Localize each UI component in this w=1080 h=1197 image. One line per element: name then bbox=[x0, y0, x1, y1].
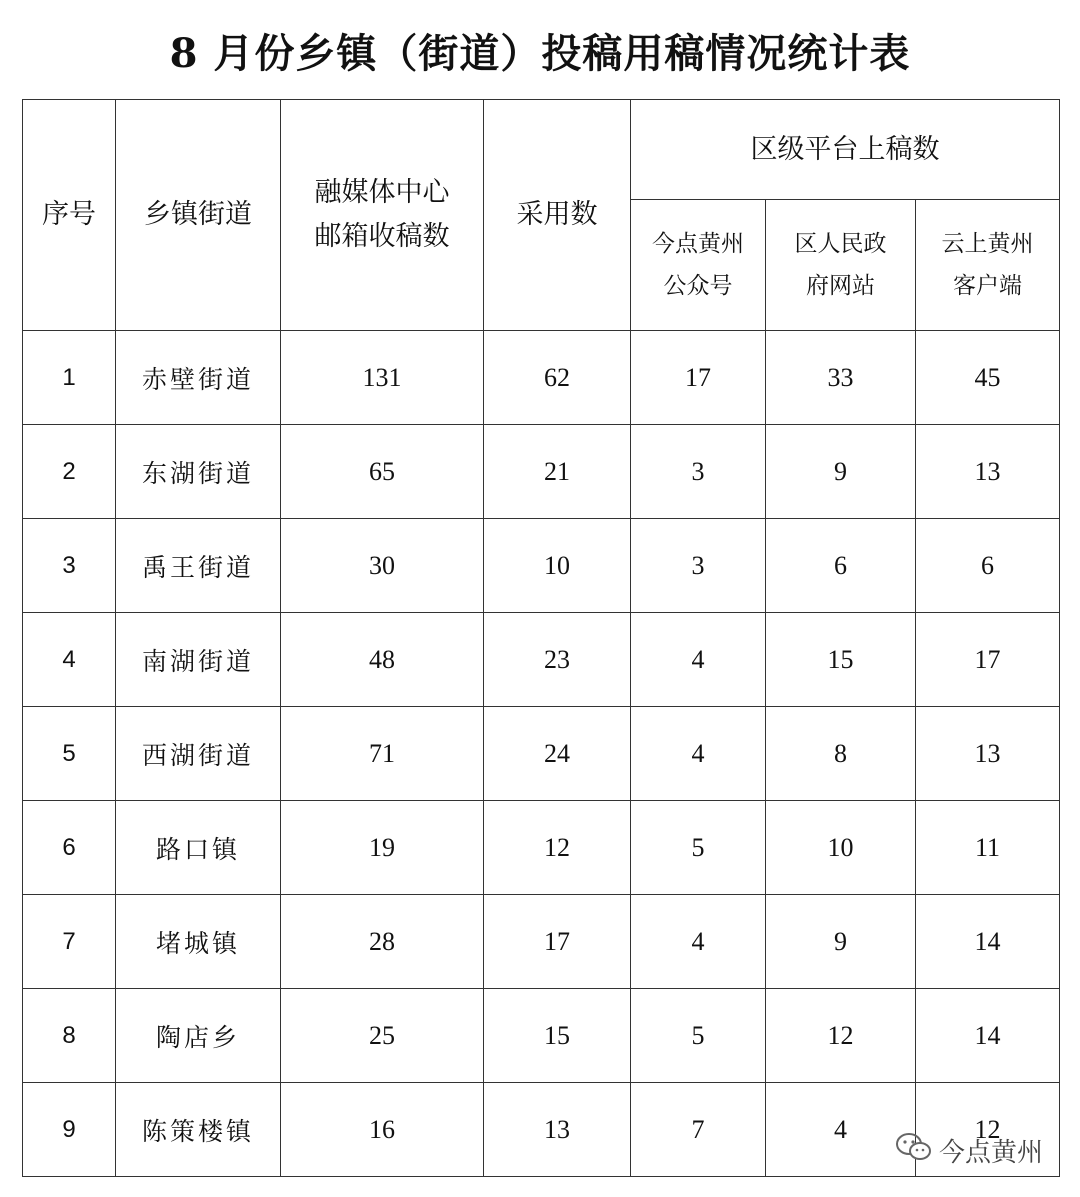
row-town: 东湖街道 bbox=[116, 425, 281, 519]
row-index: 7 bbox=[23, 895, 116, 989]
row-app: 17 bbox=[916, 613, 1060, 707]
row-mailbox: 71 bbox=[281, 707, 484, 801]
row-wechat: 4 bbox=[631, 613, 766, 707]
header-platform-wechat bbox=[631, 200, 766, 331]
source-watermark bbox=[895, 1130, 1043, 1170]
watermark-text: 今点黄州 bbox=[939, 1137, 1044, 1168]
row-mailbox: 131 bbox=[281, 331, 484, 425]
row-wechat: 5 bbox=[631, 801, 766, 895]
table-row bbox=[23, 707, 1060, 801]
row-app: 13 bbox=[916, 425, 1060, 519]
row-app: 45 bbox=[916, 331, 1060, 425]
row-wechat: 7 bbox=[631, 1083, 766, 1177]
row-town: 禹王街道 bbox=[116, 519, 281, 613]
header-adopted: 采用数 bbox=[484, 100, 631, 331]
row-adopted: 62 bbox=[484, 331, 631, 425]
row-mailbox: 30 bbox=[281, 519, 484, 613]
table-row bbox=[23, 801, 1060, 895]
row-app: 11 bbox=[916, 801, 1060, 895]
row-adopted: 13 bbox=[484, 1083, 631, 1177]
page-title: 8 月份乡镇（街道）投稿用稿情况统计表 bbox=[169, 30, 911, 77]
row-adopted: 17 bbox=[484, 895, 631, 989]
header-mailbox-line2: 邮箱收稿数 bbox=[314, 221, 450, 252]
header-platform-wechat-line2: 公众号 bbox=[663, 273, 733, 299]
row-town: 赤壁街道 bbox=[116, 331, 281, 425]
row-mailbox: 48 bbox=[281, 613, 484, 707]
table-row bbox=[23, 425, 1060, 519]
header-index: 序号 bbox=[23, 100, 116, 331]
row-app: 12 bbox=[916, 1083, 1060, 1177]
row-app: 14 bbox=[916, 895, 1060, 989]
header-mailbox-line1: 融媒体中心 bbox=[314, 177, 450, 208]
row-gov-site: 12 bbox=[766, 989, 916, 1083]
row-index: 4 bbox=[23, 613, 116, 707]
row-app: 13 bbox=[916, 707, 1060, 801]
row-adopted: 23 bbox=[484, 613, 631, 707]
wechat-icon bbox=[895, 1131, 933, 1170]
table-row bbox=[23, 895, 1060, 989]
row-gov-site: 6 bbox=[766, 519, 916, 613]
table-row bbox=[23, 613, 1060, 707]
row-adopted: 15 bbox=[484, 989, 631, 1083]
row-wechat: 17 bbox=[631, 331, 766, 425]
row-mailbox: 65 bbox=[281, 425, 484, 519]
row-mailbox: 19 bbox=[281, 801, 484, 895]
row-app: 14 bbox=[916, 989, 1060, 1083]
row-gov-site: 9 bbox=[766, 425, 916, 519]
row-wechat: 3 bbox=[631, 425, 766, 519]
row-wechat: 5 bbox=[631, 989, 766, 1083]
table-row bbox=[23, 331, 1060, 425]
header-town: 乡镇街道 bbox=[116, 100, 281, 331]
header-platform-gov-site bbox=[766, 200, 916, 331]
header-platform-wechat-line1: 今点黄州 bbox=[652, 231, 744, 257]
row-adopted: 21 bbox=[484, 425, 631, 519]
header-platform-app-line2: 客户端 bbox=[953, 273, 1022, 299]
row-wechat: 3 bbox=[631, 519, 766, 613]
row-adopted: 24 bbox=[484, 707, 631, 801]
row-mailbox: 16 bbox=[281, 1083, 484, 1177]
row-town: 堵城镇 bbox=[116, 895, 281, 989]
row-town: 路口镇 bbox=[116, 801, 281, 895]
header-platform-app-line1: 云上黄州 bbox=[941, 231, 1034, 257]
row-index: 8 bbox=[23, 989, 116, 1083]
row-gov-site: 33 bbox=[766, 331, 916, 425]
row-town: 南湖街道 bbox=[116, 613, 281, 707]
header-platform-gov-site-line1: 区人民政 bbox=[794, 231, 887, 257]
row-app: 6 bbox=[916, 519, 1060, 613]
row-wechat: 4 bbox=[631, 895, 766, 989]
row-index: 2 bbox=[23, 425, 116, 519]
row-town: 陶店乡 bbox=[116, 989, 281, 1083]
row-gov-site: 4 bbox=[766, 1083, 916, 1177]
row-index: 3 bbox=[23, 519, 116, 613]
row-index: 5 bbox=[23, 707, 116, 801]
statistics-table bbox=[22, 99, 1060, 1177]
row-adopted: 12 bbox=[484, 801, 631, 895]
table-row bbox=[23, 989, 1060, 1083]
row-gov-site: 9 bbox=[766, 895, 916, 989]
row-adopted: 10 bbox=[484, 519, 631, 613]
row-wechat: 4 bbox=[631, 707, 766, 801]
row-gov-site: 8 bbox=[766, 707, 916, 801]
row-mailbox: 25 bbox=[281, 989, 484, 1083]
row-town: 陈策楼镇 bbox=[116, 1083, 281, 1177]
table-row bbox=[23, 519, 1060, 613]
row-index: 9 bbox=[23, 1083, 116, 1177]
header-platform-gov-site-line2: 府网站 bbox=[806, 273, 875, 299]
header-platform-app bbox=[916, 200, 1060, 331]
row-gov-site: 15 bbox=[766, 613, 916, 707]
row-index: 6 bbox=[23, 801, 116, 895]
header-platform-group: 区级平台上稿数 bbox=[631, 100, 1060, 200]
row-mailbox: 28 bbox=[281, 895, 484, 989]
header-mailbox bbox=[281, 100, 484, 331]
row-gov-site: 10 bbox=[766, 801, 916, 895]
row-index: 1 bbox=[23, 331, 116, 425]
row-town: 西湖街道 bbox=[116, 707, 281, 801]
